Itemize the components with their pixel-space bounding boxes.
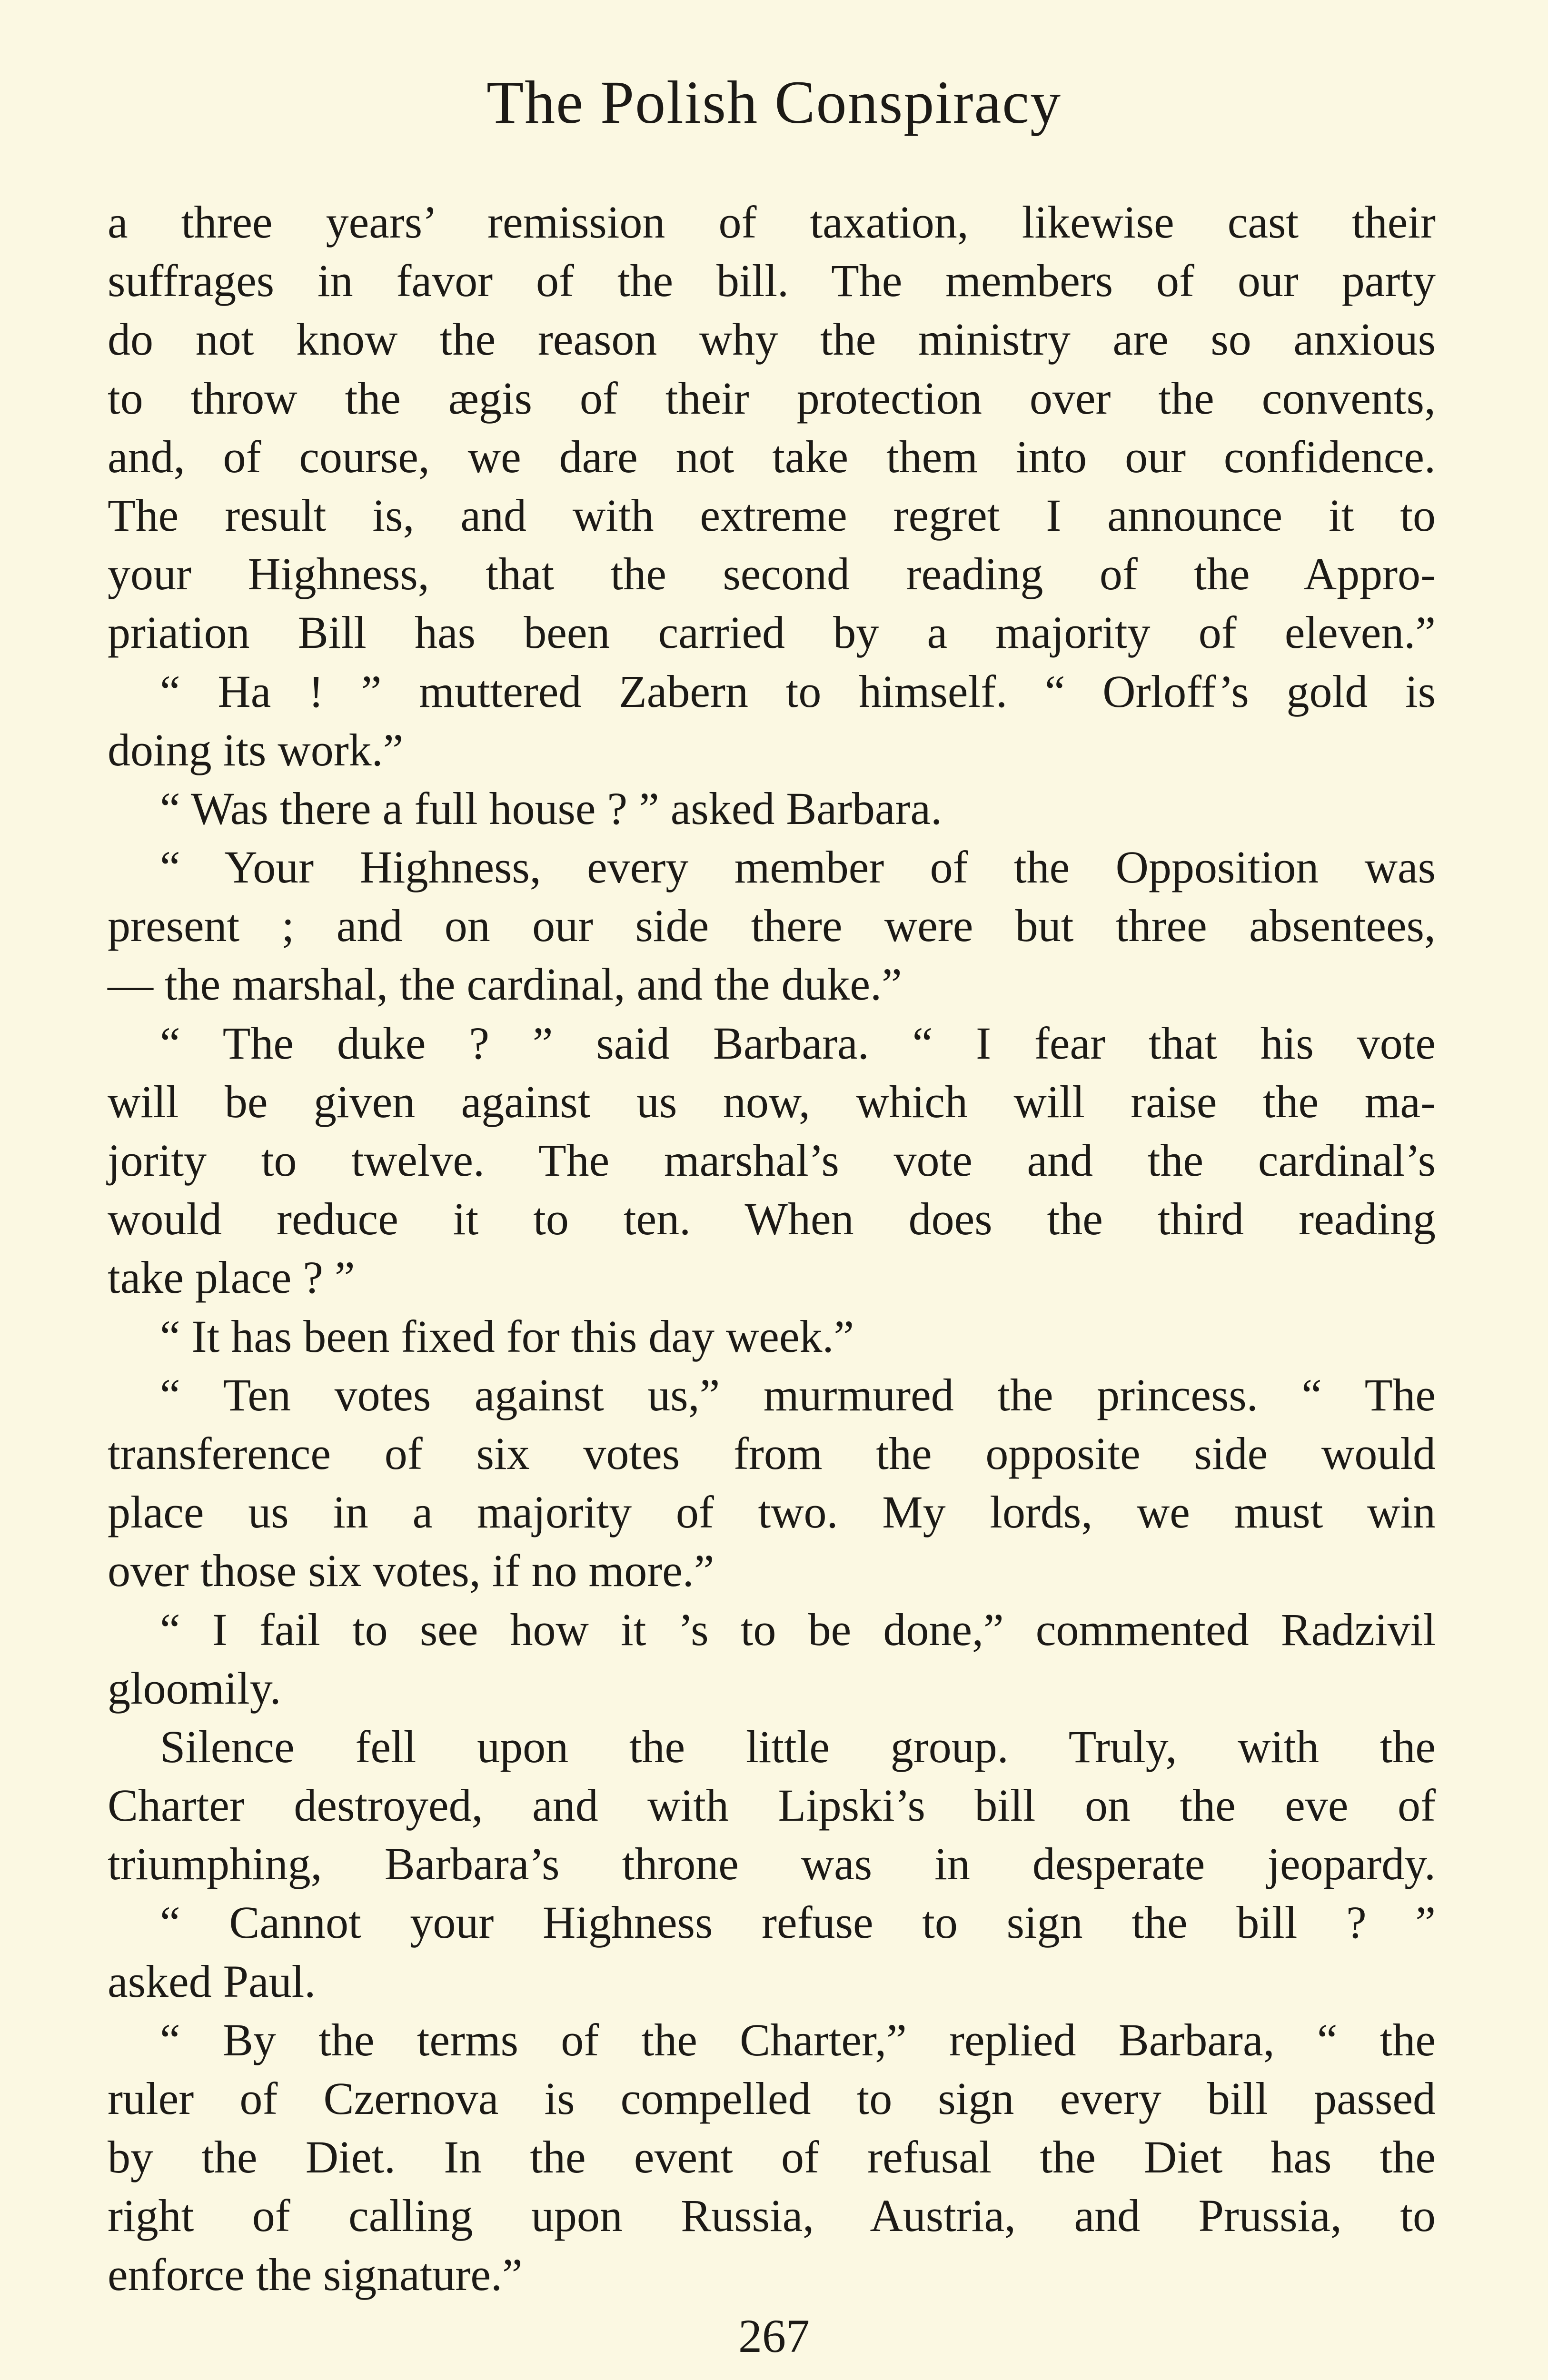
running-head: The Polish Conspiracy [486,69,1062,136]
text-line: suffrages in favor of the bill. The members of our party [108,255,1436,307]
text-line: “ Your Highness, every member of the Opposition was [160,842,1436,893]
page-number: 267 [738,2310,810,2362]
text-line: “ It has been fixed for this day week.” [160,1310,854,1362]
text-line: your Highness, that the second reading of the Appro- [108,548,1436,600]
text-line: do not know the reason why the ministry are so anxious [108,314,1436,365]
text-line: “ By the terms of the Charter,” replied Barbara, “ the [160,2014,1436,2065]
text-line: ruler of Czernova is compelled to sign every bill passed [108,2073,1436,2124]
text-line: asked Paul. [108,1955,316,2007]
body-text [108,193,1436,2304]
text-line: to throw the ægis of their protection over the convents, [108,372,1436,424]
text-line: “ Ha ! ” muttered Zabern to himself. “ Orloff’s gold is [160,665,1436,717]
text-line: over those six votes, if no more.” [108,1545,714,1597]
text-line: Charter destroyed, and with Lipski’s bill on the eve of [108,1780,1436,1831]
text-line: “ Cannot your Highness refuse to sign the bill ? ” [160,1897,1436,1948]
text-line: take place ? ” [108,1252,355,1303]
text-line: enforce the signature.” [108,2249,523,2300]
text-line: The result is, and with extreme regret I announce it to [108,489,1436,541]
text-line: place us in a majority of two. My lords, we must win [108,1487,1436,1538]
text-line: triumphing, Barbara’s throne was in desperate jeopardy. [108,1838,1436,1890]
text-line: priation Bill has been carried by a majority of eleven.” [108,607,1436,658]
text-line: “ The duke ? ” said Barbara. “ I fear that his vote [160,1017,1436,1069]
text-line: “ I fail to see how it ’s to be done,” commented Radzivil [160,1604,1436,1655]
text-line: gloomily. [108,1662,281,1714]
text-line: would reduce it to ten. When does the third reading [108,1193,1436,1245]
text-line: by the Diet. In the event of refusal the Diet has the [108,2132,1436,2183]
text-line: “ Ten votes against us,” murmured the princess. “ The [160,1369,1436,1420]
text-line: a three years’ remission of taxation, likewise cast their [108,197,1436,248]
text-line: doing its work.” [108,724,404,775]
text-line: — the marshal, the cardinal, and the duke.” [108,959,902,1010]
text-line: and, of course, we dare not take them into our confidence. [108,431,1436,482]
text-line: will be given against us now, which will raise the ma- [108,1076,1436,1127]
text-line: “ Was there a full house ? ” asked Barbara. [160,783,943,834]
text-line: Silence fell upon the little group. Truly, with the [160,1721,1436,1772]
text-line: present ; and on our side there were but three absentees, [108,900,1436,952]
text-line: right of calling upon Russia, Austria, and Prussia, to [108,2190,1436,2241]
text-line: transference of six votes from the opposite side would [108,1428,1436,1479]
text-line: jority to twelve. The marshal’s vote and the cardinal’s [108,1135,1436,1186]
